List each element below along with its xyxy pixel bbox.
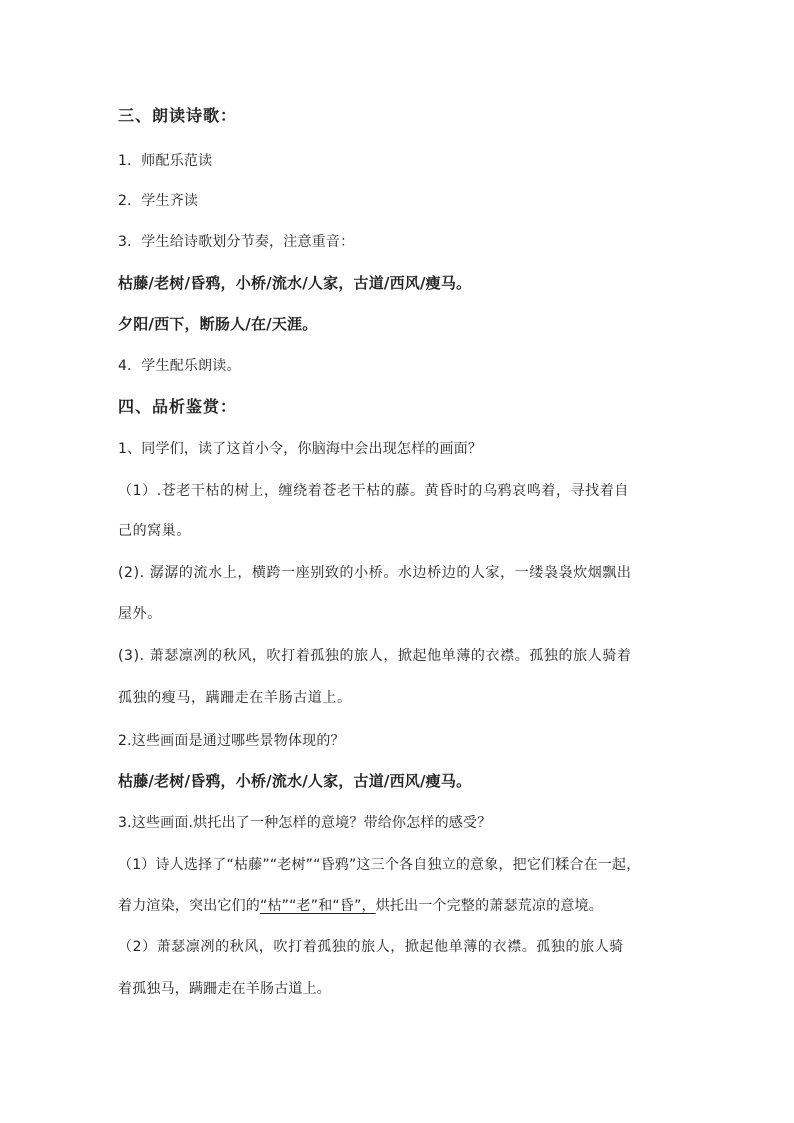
answer-1-3-line-2: 孤独的瘦马，蹒跚走在羊肠古道上。	[118, 690, 352, 706]
answer-3-2-line-2: 着孤独马，蹒跚走在羊肠古道上。	[118, 981, 331, 997]
list-item: 1．师配乐范读	[118, 153, 213, 169]
answer-1-3-line-1: (3). 萧瑟凛冽的秋风，吹打着孤独的旅人，掀起他单薄的衣襟。孤独的旅人骑着	[118, 648, 632, 664]
section-heading-appreciation: 四、品析鉴赏：	[118, 397, 238, 416]
list-item: 3．学生给诗歌划分节奏，注意重音：	[118, 234, 355, 250]
rhythm-line-2: 夕阳/西下，断肠人/在/天涯。	[118, 315, 318, 333]
answer-1-1-line-1: （1）.苍老干枯的树上，缠绕着苍老干枯的藤。黄昏时的乌鸦哀鸣着，寻找着自	[118, 483, 629, 499]
answer-3-1-line-2-pre: 着力渲染，突出它们的	[118, 898, 260, 914]
answer-3-1-line-1: （1）诗人选择了“枯藤”“老树”“昏鸦”这三个各自独立的意象，把它们糅合在一起，	[118, 857, 641, 873]
rhythm-line-1: 枯藤/老树/昏鸦，小桥/流水/人家，古道/西风/瘦马。	[118, 274, 472, 292]
answer-3-1-line-2-post: 烘托出一个完整的萧瑟荒凉的意境。	[375, 898, 603, 914]
list-item: 4．学生配乐朗读。	[118, 358, 241, 374]
answer-1-2-line-2: 屋外。	[118, 606, 162, 622]
underlined-keywords: “枯”“老”和“昏”，	[260, 898, 376, 914]
section-heading-read-poem: 三、朗读诗歌：	[118, 106, 238, 125]
answer-3-2-line-1: （2）萧瑟凛冽的秋风，吹打着孤独的旅人，掀起他单薄的衣襟。孤独的旅人骑	[118, 939, 624, 955]
answer-3-1-line-2	[118, 896, 603, 916]
question-3: 3.这些画面.烘托出了一种怎样的意境？带给你怎样的感受？	[118, 815, 492, 831]
question-1: 1、同学们，读了这首小令，你脑海中会出现怎样的画面？	[118, 441, 483, 457]
list-item: 2．学生齐读	[118, 193, 199, 209]
question-2-answer: 枯藤/老树/昏鸦，小桥/流水/人家，古道/西风/瘦马。	[118, 772, 472, 790]
question-2: 2.这些画面是通过哪些景物体现的？	[118, 733, 345, 749]
answer-1-2-line-1: (2). 潺潺的流水上，横跨一座别致的小桥。水边桥边的人家，一缕袅袅炊烟飘出	[118, 565, 632, 581]
answer-1-1-line-2: 己的窝巢。	[118, 523, 191, 539]
